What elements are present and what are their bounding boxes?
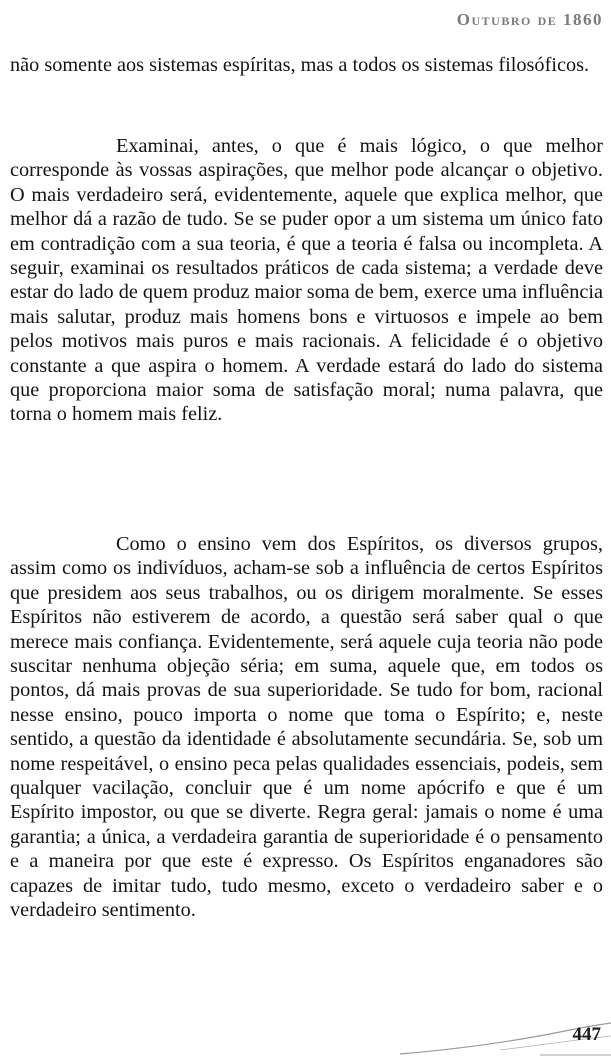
paragraph-1: não somente aos sistemas espíritas, mas a todos os sistemas filosóficos. (10, 54, 590, 76)
paragraph-2: Examinai, antes, o que é mais lógico, o que melhor corresponde às vossas aspirações, que melhor pode alcançar o objetivo. O mais verdadeiro será, evidentemente, aquele que explica melhor, que melhor dá a razão de tudo. Se se puder opor a um sistema um único fato em contradição com a sua teoria, é que a teoria é falsa ou incompleta. A seguir, examinai os resultados práticos de cada sistema; a verdade deve estar do lado de quem produz maior soma de bem, exerce uma influência mais salutar, produz mais homens bons e virtuosos e impele ao bem pelos motivos mais puros e mais racionais. A felicidade é o objetivo constante a que aspira o homem. A verdade estará do lado do sistema que proporciona maior soma de satisfação moral; numa palavra, que torna o homem mais feliz. (10, 135, 603, 426)
page-number: 447 (572, 1024, 601, 1045)
footer-ornament (0, 1010, 611, 1059)
paragraph-3: Como o ensino vem dos Espíritos, os diversos grupos, assim como os indivíduos, acham-se sob a influência de certos Espíritos que presidem aos seus trabalhos, ou os dirigem moralmente. Se esses Espíritos não estiverem de acordo, a questão será saber qual o que merece mais confiança. Evidentemente, será aquele cuja teoria não pode suscitar nenhuma objeção séria; em suma, aquele que, em todos os pontos, dá mais provas de sua superioridade. Se tudo for bom, racional nesse ensino, pouco importa o nome que toma o Espírito; e, neste sentido, a questão da identidade é absolutamente secundária. Se, sob um nome respeitável, o ensino peca pelas qualidades essenciais, podeis, sem qualquer vacilação, concluir que é um nome apócrifo e que é um Espírito impostor, ou que se diverte. Regra geral: jamais o nome é uma garantia; a única, a verdadeira garantia de superioridade é o pensamento e a maneira por que este é expresso. Os Espíritos enganadores são capazes de imitar tudo, tudo mesmo, exceto o verdadeiro saber e o verdadeiro sentimento. (10, 533, 603, 922)
running-head: Outubro de 1860 (456, 10, 603, 29)
